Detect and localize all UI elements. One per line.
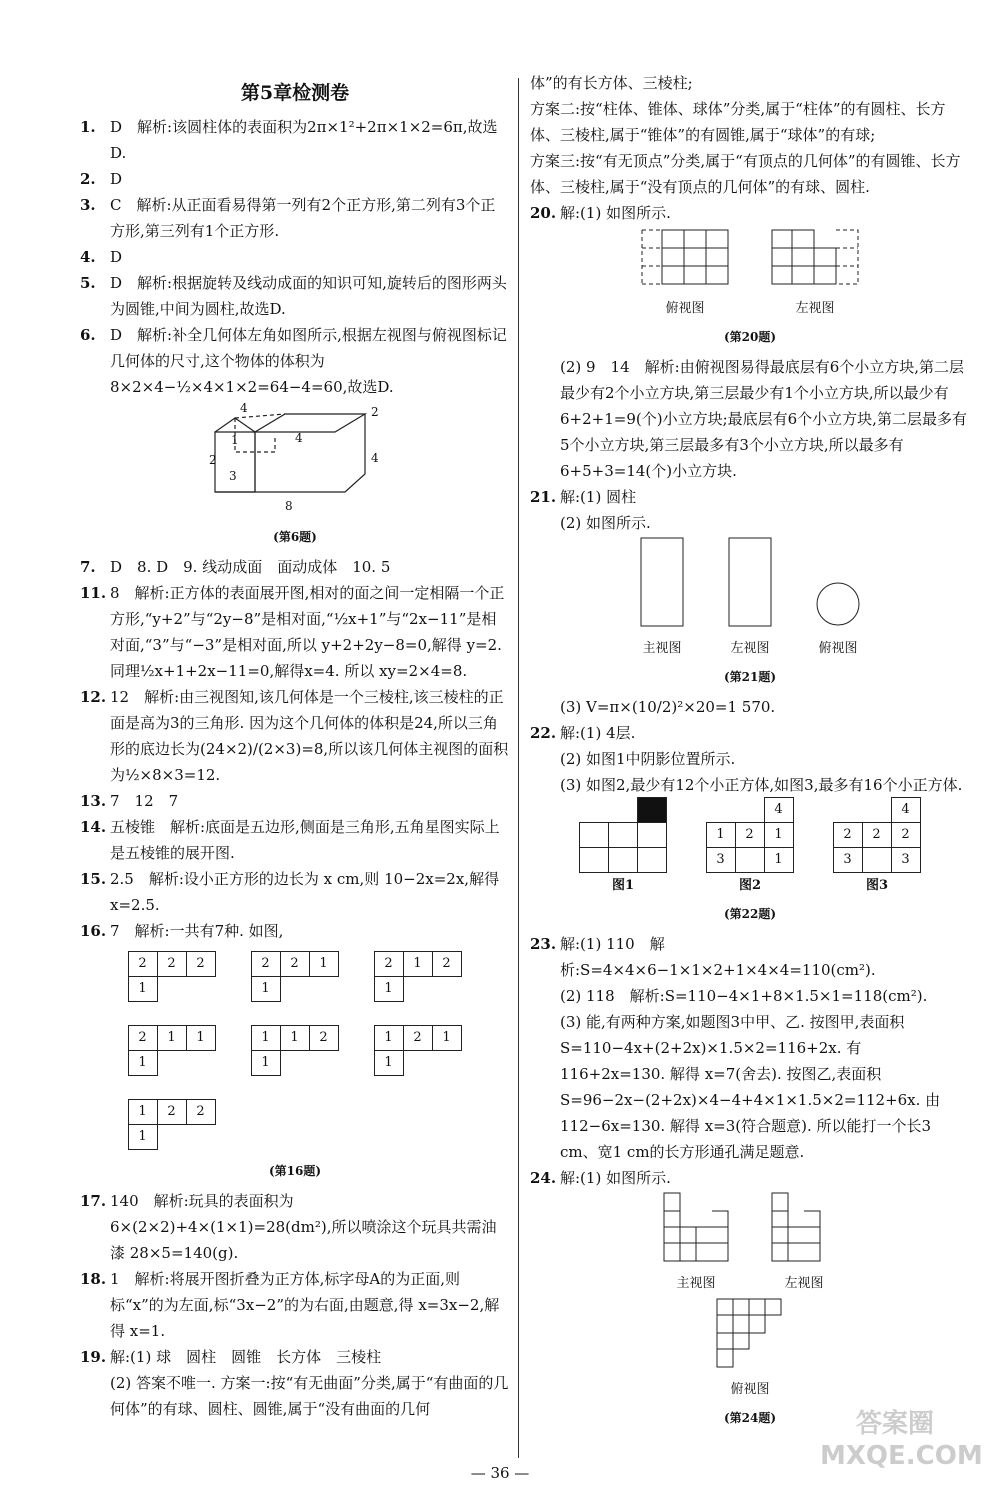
fig6-label-8: 8 (285, 499, 293, 513)
answer-number: 14. (80, 818, 107, 836)
q24-number: 24. (530, 1169, 557, 1187)
caption-q20: (第20题) (723, 330, 777, 344)
net-cell: 1 (374, 976, 404, 1002)
net-cell: 1 (251, 976, 281, 1002)
net-cell: 1 (403, 951, 433, 977)
cube-cell (608, 822, 638, 848)
net-cell: 2 (186, 1099, 216, 1125)
answer-text: 8 解析:正方体的表面展开图,相对的面之间一定相隔一个正方形,“y+2”与“2y−8”是相对面,“½x+1”与“2x−11”是相对面,“3”与“−3”是相对面,所以 y+2+2y−8=0,解得 y=2. 同理½x+1+2x−11=0,解得x=4. 所以 xy=2×4=8. (110, 584, 505, 680)
answer-text: 140 解析:玩具的表面积为6×(2×2)+4×(1×1)=28(dm²),所以喷涂这个玩具共需油漆 28×5=140(g). (110, 1192, 497, 1262)
net-cell: 1 (186, 1025, 216, 1051)
answer-text: D 解析:该圆柱体的表面积为2π×1²+2π×1×2=6π,故选D. (110, 118, 498, 162)
answer-item (80, 580, 510, 684)
answer-number: 1. (80, 118, 96, 136)
answer-text: D 解析:补全几何体左角如图所示,根据左视图与俯视图标记几何体的尺寸,这个物体的体积为8×2×4−½×4×1×2=64−4=60,故选D. (110, 326, 507, 396)
q21-number: 21. (530, 488, 557, 506)
answer-item (80, 554, 510, 580)
net (129, 952, 216, 1002)
cube-cell (579, 797, 609, 823)
figure-q16-nets (80, 952, 510, 1150)
answer-item (80, 166, 510, 192)
q22-text: 解:(1) 4层. (560, 724, 636, 742)
net-cell: 2 (432, 951, 462, 977)
fig6-label-4b: 4 (295, 431, 303, 445)
q20-number: 20. (530, 204, 557, 222)
q19-continued: 方案二:按“柱体、锥体、球体”分类,属于“柱体”的有圆柱、长方体、三棱柱,属于“锥体”的有圆锥,属于“球体”的有球; (530, 100, 946, 144)
net (129, 1026, 216, 1076)
net-cell: 1 (432, 1025, 462, 1051)
page-number: — 36 — (470, 1464, 530, 1482)
net-cell: 2 (403, 1025, 433, 1051)
net-cell: 1 (374, 1050, 404, 1076)
net (252, 1026, 339, 1076)
cube-cell (833, 797, 863, 823)
net-cell: 1 (374, 1025, 404, 1051)
q23-number: 23. (530, 935, 557, 953)
net-cell: 1 (309, 951, 339, 977)
answer-number: 2. (80, 170, 96, 188)
cube-grid (834, 798, 921, 873)
q21-top-view (814, 580, 862, 628)
cube-cell: 1 (764, 847, 794, 873)
q24-top-label: 俯视图 (730, 1382, 770, 1397)
answer-text: 解:(1) 球 圆柱 圆锥 长方体 三棱柱 (110, 1348, 382, 1366)
caption-q22: (第22题) (723, 907, 777, 921)
cube-grid (580, 798, 667, 873)
answer-item (80, 1188, 510, 1266)
q23-part2: (2) 118 解析:S=110−4×1+8×1.5×1=118(cm²). (560, 987, 928, 1005)
q20-top-view (640, 226, 730, 288)
answer-number: 6. (80, 326, 96, 344)
net-cell: 2 (309, 1025, 339, 1051)
cube-cell (637, 797, 667, 823)
net-cell: 2 (128, 1025, 158, 1051)
answer-number: 7. (80, 558, 96, 576)
answer-number: 13. (80, 792, 107, 810)
cube-cell: 2 (862, 822, 892, 848)
cube-cell (579, 847, 609, 873)
answer-number: 4. (80, 248, 96, 266)
watermark-logo: 答案圈 MXQE.COM (820, 1409, 983, 1471)
caption-q24: (第24题) (723, 1411, 777, 1425)
answer-item (80, 788, 510, 814)
figure-q20 (530, 226, 970, 322)
net-cell: 2 (157, 951, 187, 977)
cube-cell: 4 (764, 797, 794, 823)
q22 (530, 720, 970, 746)
left-column (80, 70, 510, 1422)
net-cell: 2 (251, 951, 281, 977)
q24-top-view (715, 1297, 785, 1369)
q24 (530, 1165, 970, 1191)
net (375, 952, 462, 1002)
figure-q24 (530, 1191, 970, 1297)
q21-left-view (726, 536, 774, 628)
figure-label: 图3 (865, 878, 889, 893)
q20-top-view-label: 俯视图 (665, 301, 705, 316)
q20-left-view-label: 左视图 (795, 301, 835, 316)
q21-text: 解:(1) 圆柱 (560, 488, 637, 506)
q20 (530, 200, 970, 226)
answer-number: 5. (80, 274, 96, 292)
answer-text: C 解析:从正面看易得第一列有2个正方形,第二列有3个正方形,第三列有1个正方形. (110, 196, 496, 240)
cube-grid (707, 798, 794, 873)
answer-number: 3. (80, 196, 96, 214)
net-cell: 1 (251, 1050, 281, 1076)
caption-q21: (第21题) (723, 670, 777, 684)
cube-cell: 3 (706, 847, 736, 873)
answer-item (80, 814, 510, 866)
q19-continued: 方案三:按“有无顶点”分类,属于“有顶点的几何体”的有圆锥、长方体、三棱柱,属于“没有顶点的几何体”的有球、圆柱. (530, 152, 961, 196)
fig6-label-2a: 2 (371, 405, 379, 419)
figure-label: 图1 (611, 878, 635, 893)
cube-cell (862, 847, 892, 873)
net-cell: 1 (128, 1124, 158, 1150)
net-cell: 2 (128, 951, 158, 977)
figure-q22 (530, 798, 970, 899)
answer-number: 15. (80, 870, 107, 888)
q23-text: 解:(1) 110 解析:S=4×4×6−1×1×2+1×4×4=110(cm²). (560, 935, 876, 979)
q22-part2: (2) 如图1中阴影位置所示. (560, 750, 736, 768)
right-column (530, 70, 970, 1435)
cube-cell (862, 797, 892, 823)
answer-item (80, 1266, 510, 1344)
q20-left-view (770, 226, 860, 288)
q19-part2: (2) 答案不唯一. 方案一:按“有无曲面”分类,属于“有曲面的几何体”的有球、圆柱、圆锥,属于“没有曲面的几何 (110, 1374, 509, 1418)
answer-text: D (110, 170, 123, 188)
cube-cell: 1 (706, 822, 736, 848)
net-cell: 2 (157, 1099, 187, 1125)
cube-cell (706, 797, 736, 823)
cube-cell (579, 822, 609, 848)
cube-cell: 2 (891, 822, 921, 848)
figure-label: 图2 (738, 878, 762, 893)
q24-left-view (770, 1191, 838, 1263)
net-cell: 1 (128, 1050, 158, 1076)
q21-left-label: 左视图 (730, 641, 770, 656)
answer-item (80, 114, 510, 166)
answer-text: 五棱锥 解析:底面是五边形,侧面是三角形,五角星图实际上是五棱锥的展开图. (110, 818, 500, 862)
q23 (530, 931, 970, 983)
q20-text: 解:(1) 如图所示. (560, 204, 671, 222)
cube-cell (735, 797, 765, 823)
q21 (530, 484, 970, 510)
cube-cell: 4 (891, 797, 921, 823)
q23-part3: (3) 能,有两种方案,如题图3中甲、乙. 按图甲,表面积 S=110−4x+(2+2x)×1.5×2=116+2x. 有 116+2x=130. 解得 x=7(舍去). 按图乙,表面积 S=96−2x−(2+2x)×4−4+4×1×1.5×2=112+6x. 由 112−6x=130. 解得 x=3(符合题意). 所以能打一个长3 cm、宽1 cm的长方形通孔满足题意. (560, 1013, 941, 1161)
cube-cell: 1 (764, 822, 794, 848)
answer-item (80, 244, 510, 270)
net-cell: 1 (157, 1025, 187, 1051)
net (129, 1100, 216, 1150)
answer-text: 12 解析:由三视图知,该几何体是一个三棱柱,该三棱柱的正面是高为3的三角形. 因为这个几何体的体积是24,所以三角形的底边长为(24×2)/(2×3)=8,所以该几何体主视图的面积为½×8×3=12. (110, 688, 509, 784)
answer-number: 12. (80, 688, 107, 706)
q19-continued: 体”的有长方体、三棱柱; (530, 74, 693, 92)
cube-cell: 2 (735, 822, 765, 848)
answer-text: D 解析:根据旋转及线动成面的知识可知,旋转后的图形两头为圆锥,中间为圆柱,故选D. (110, 274, 507, 318)
cube-cell (735, 847, 765, 873)
net-cell: 2 (374, 951, 404, 977)
cube-cell: 3 (891, 847, 921, 873)
answer-text: D 8. D 9. 线动成面 面动成体 10. 5 (110, 558, 391, 576)
cube-cell (608, 797, 638, 823)
cube-cell: 2 (833, 822, 863, 848)
answer-number: 18. (80, 1270, 107, 1288)
figure-q6 (195, 402, 395, 522)
page-title: 第5章检测卷 (240, 82, 350, 104)
answer-number: 16. (80, 922, 107, 940)
fig6-label-4a: 4 (240, 402, 248, 415)
answer-text: 7 解析:一共有7种. 如图, (110, 922, 284, 940)
q21-front-view (638, 536, 686, 628)
q21-front-label: 主视图 (642, 641, 682, 656)
caption-q6: (第6题) (273, 530, 317, 544)
cube-cell: 3 (833, 847, 863, 873)
net-cell: 2 (186, 951, 216, 977)
fig6-label-3: 3 (229, 469, 237, 483)
q24-front-label: 主视图 (676, 1276, 716, 1291)
caption-q16: (第16题) (268, 1164, 322, 1178)
cube-cell (637, 822, 667, 848)
net-cell: 1 (128, 1099, 158, 1125)
q21-top-label: 俯视图 (818, 641, 858, 656)
answer-number: 19. (80, 1348, 107, 1366)
fig6-label-4c: 4 (371, 451, 379, 465)
answer-item (80, 918, 510, 944)
answer-text: 1 解析:将展开图折叠为正方体,标字母A的为正面,则标“x”的为左面,标“3x−2”的为右面,由题意,得 x=3x−2,解得 x=1. (110, 1270, 500, 1340)
figure-q24-top (530, 1297, 970, 1403)
answer-text: 7 12 7 (110, 792, 179, 810)
answer-text: D (110, 248, 123, 266)
answer-item (80, 322, 510, 400)
net-cell: 2 (280, 951, 310, 977)
q21-part2: (2) 如图所示. (560, 514, 651, 532)
figure-q21 (530, 536, 970, 662)
answer-item (80, 866, 510, 918)
net-cell: 1 (280, 1025, 310, 1051)
q22-number: 22. (530, 724, 557, 742)
q21-part3: (3) V=π×(10/2)²×20=1 570. (560, 698, 776, 716)
q24-front-view (662, 1191, 730, 1263)
q24-left-label: 左视图 (784, 1276, 824, 1291)
answer-number: 17. (80, 1192, 107, 1210)
net-cell: 1 (128, 976, 158, 1002)
net (252, 952, 339, 1002)
net (375, 1026, 462, 1076)
answer-item (80, 684, 510, 788)
answer-item (80, 1344, 510, 1370)
cube-cell (637, 847, 667, 873)
fig6-label-2b: 2 (209, 453, 217, 467)
net-cell: 1 (251, 1025, 281, 1051)
column-divider (518, 78, 519, 1458)
answer-number: 11. (80, 584, 107, 602)
cube-cell (608, 847, 638, 873)
answer-item (80, 270, 510, 322)
answer-text: 2.5 解析:设小正方形的边长为 x cm,则 10−2x=2x,解得 x=2.5. (110, 870, 500, 914)
q24-text: 解:(1) 如图所示. (560, 1169, 671, 1187)
q20-part2: (2) 9 14 解析:由俯视图易得最底层有6个小立方块,第二层最少有2个小立方块,第三层最少有1个小立方块,所以最少有6+2+1=9(个)小立方块;最底层有6个小立方块,第二层最多有5个小立方块,第三层最多有3个小立方块,所以最多有6+5+3=14(个)小立方块. (560, 358, 967, 480)
q22-part3: (3) 如图2,最少有12个小正方体,如图3,最多有16个小正方体. (560, 776, 963, 794)
fig6-label-1: 1 (231, 433, 239, 447)
answer-item (80, 192, 510, 244)
